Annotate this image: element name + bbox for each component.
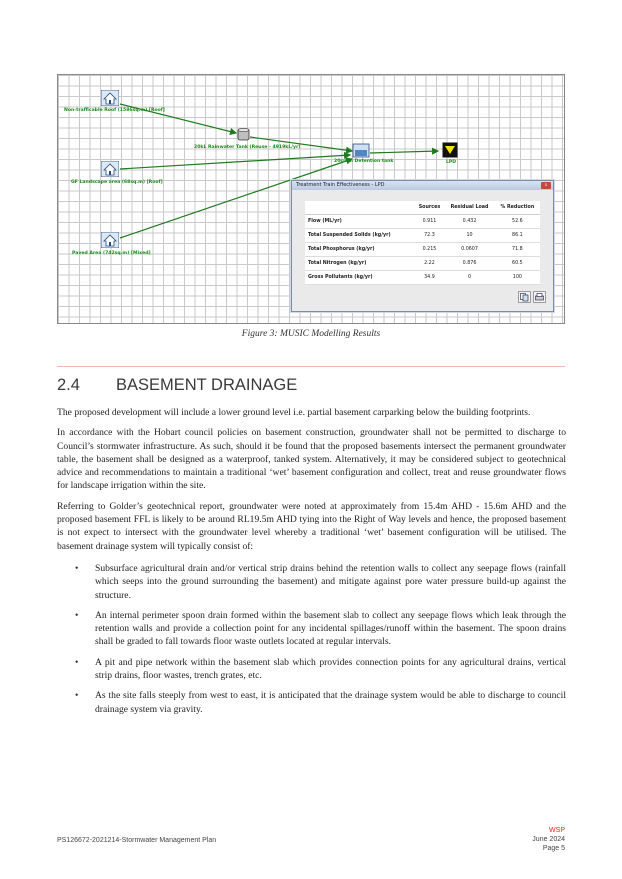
node-label-lpd: LPD xyxy=(446,160,457,165)
table-row xyxy=(305,271,540,285)
sources-value: 0.911 xyxy=(415,215,445,229)
column-header: % Reduction xyxy=(495,201,540,215)
music-model-figure xyxy=(57,74,565,324)
row-label: Flow (ML/yr) xyxy=(305,215,415,229)
reduction-value: 52.6 xyxy=(495,215,540,229)
copy-icon[interactable] xyxy=(518,291,531,303)
paragraph: In accordance with the Hobart council policies on basement construction, groundwater shall not be permitted to discharge to Council’s stormwater infrastructure. As such, should it be found that the proposed basements intersect the permanent groundwater table, the basement shall be designed as a waterproof, tanked system. Alternatively, it may be considered subject to geotechnical advice and recommendations to maintain a traditional ‘wet’ basement configuration and collect, treat and reuse groundwater flows for landscape irrigation within the site. xyxy=(57,427,566,492)
section-heading xyxy=(57,376,297,395)
section-divider xyxy=(57,366,565,367)
footer-date: June 2024 xyxy=(532,836,565,843)
table-row xyxy=(305,215,540,229)
footer-document-name: PS126672-2021214-Stormwater Management Plan xyxy=(57,837,217,844)
residual-value: 0.876 xyxy=(444,257,494,271)
footer-meta xyxy=(532,826,565,853)
results-table xyxy=(305,201,540,285)
house-catchment-icon[interactable] xyxy=(101,232,119,253)
brand-logo: WSP xyxy=(549,827,565,834)
dialog-title: Treatment Train Effectiveness - LPD xyxy=(292,181,553,190)
reduction-value: 100 xyxy=(495,271,540,285)
reduction-value: 60.5 xyxy=(495,257,540,271)
node-label-paved: Paved Area (742sq.m) [Mixed] xyxy=(72,251,151,256)
bullet-list xyxy=(57,562,566,716)
row-label: Total Suspended Solids (kg/yr) xyxy=(305,229,415,243)
reduction-value: 71.8 xyxy=(495,243,540,257)
list-item: • A pit and pipe network within the basement slab which provides connection points for any agricultural drains, vertical strip drains, floor wastes, trench grates, etc. xyxy=(57,656,566,683)
close-icon[interactable]: x xyxy=(541,182,551,189)
paragraph: Referring to Golder’s geotechnical report, groundwater were noted at approximately from 15.4m AHD - 15.6m AHD and the proposed basement FFL is likely to be around RL19.5m AHD tying into the Right of Way levels and hence, the proposed basement is not expect to intersect with the groundwater level whereby a traditional ‘wet’ basement configuration will be utilised. The basement drainage system will typically consist of: xyxy=(57,500,566,552)
list-item: • Subsurface agricultural drain and/or vertical strip drains behind the retention walls to collect any seepage flows (rainfall which seeps into the ground surrounding the basement) and mitigate against pore water pressure build-up against the structure. xyxy=(57,562,566,602)
sources-value: 34.9 xyxy=(415,271,445,285)
print-icon[interactable] xyxy=(533,291,546,303)
sources-value: 72.3 xyxy=(415,229,445,243)
table-header-row xyxy=(305,201,540,215)
node-label-landscape: GF Landscape area (68sq.m) [Roof] xyxy=(71,180,163,185)
column-header: Residual Load xyxy=(444,201,494,215)
treatment-effectiveness-dialog xyxy=(291,180,554,312)
sources-value: 2.22 xyxy=(415,257,445,271)
row-label: Total Phosphorus (kg/yr) xyxy=(305,243,415,257)
row-label: Total Nitrogen (kg/yr) xyxy=(305,257,415,271)
column-header xyxy=(305,201,415,215)
list-item: • An internal perimeter spoon drain formed within the basement slab to collect any seepage flows which leak through the retention walls and provide a collection point for any incidental spillages/runoff within the basement. The spoon drains shall be graded to fall towards floor waste outlets located at regular intervals. xyxy=(57,609,566,649)
reduction-value: 86.1 xyxy=(495,229,540,243)
table-row xyxy=(305,243,540,257)
rainwater-tank-icon[interactable] xyxy=(236,127,251,147)
residual-value: 10 xyxy=(444,229,494,243)
residual-value: 0.432 xyxy=(444,215,494,229)
footer-page-number: Page 5 xyxy=(542,845,565,852)
residual-value: 0.0607 xyxy=(444,243,494,257)
table-row xyxy=(305,229,540,243)
node-label-roof: Non-trafficable Roof (1586sq.m) [Roof] xyxy=(64,108,165,113)
house-catchment-icon[interactable] xyxy=(101,161,119,182)
paragraph: The proposed development will include a lower ground level i.e. partial basement carparking below the building footprints. xyxy=(57,407,531,418)
section-title: BASEMENT DRAINAGE xyxy=(116,376,298,394)
link-detention-lpd xyxy=(370,151,438,153)
node-label-tank: 20kL Rainwater Tank (Reuse - 4919kL/yr) xyxy=(194,145,301,150)
sources-value: 0.215 xyxy=(415,243,445,257)
residual-value: 0 xyxy=(444,271,494,285)
figure-caption: Figure 3: MUSIC Modelling Results xyxy=(241,329,381,339)
row-label: Gross Pollutants (kg/yr) xyxy=(305,271,415,285)
table-row xyxy=(305,257,540,271)
column-header: Sources xyxy=(415,201,445,215)
link-landscape-detention xyxy=(120,155,350,169)
section-body xyxy=(57,406,566,723)
list-item: • As the site falls steeply from west to east, it is anticipated that the drainage system would be able to discharge to council drainage system via gravity. xyxy=(57,689,566,716)
node-label-detention: 20cu.m Detention tank xyxy=(334,159,394,164)
section-number: 2.4 xyxy=(57,376,80,394)
